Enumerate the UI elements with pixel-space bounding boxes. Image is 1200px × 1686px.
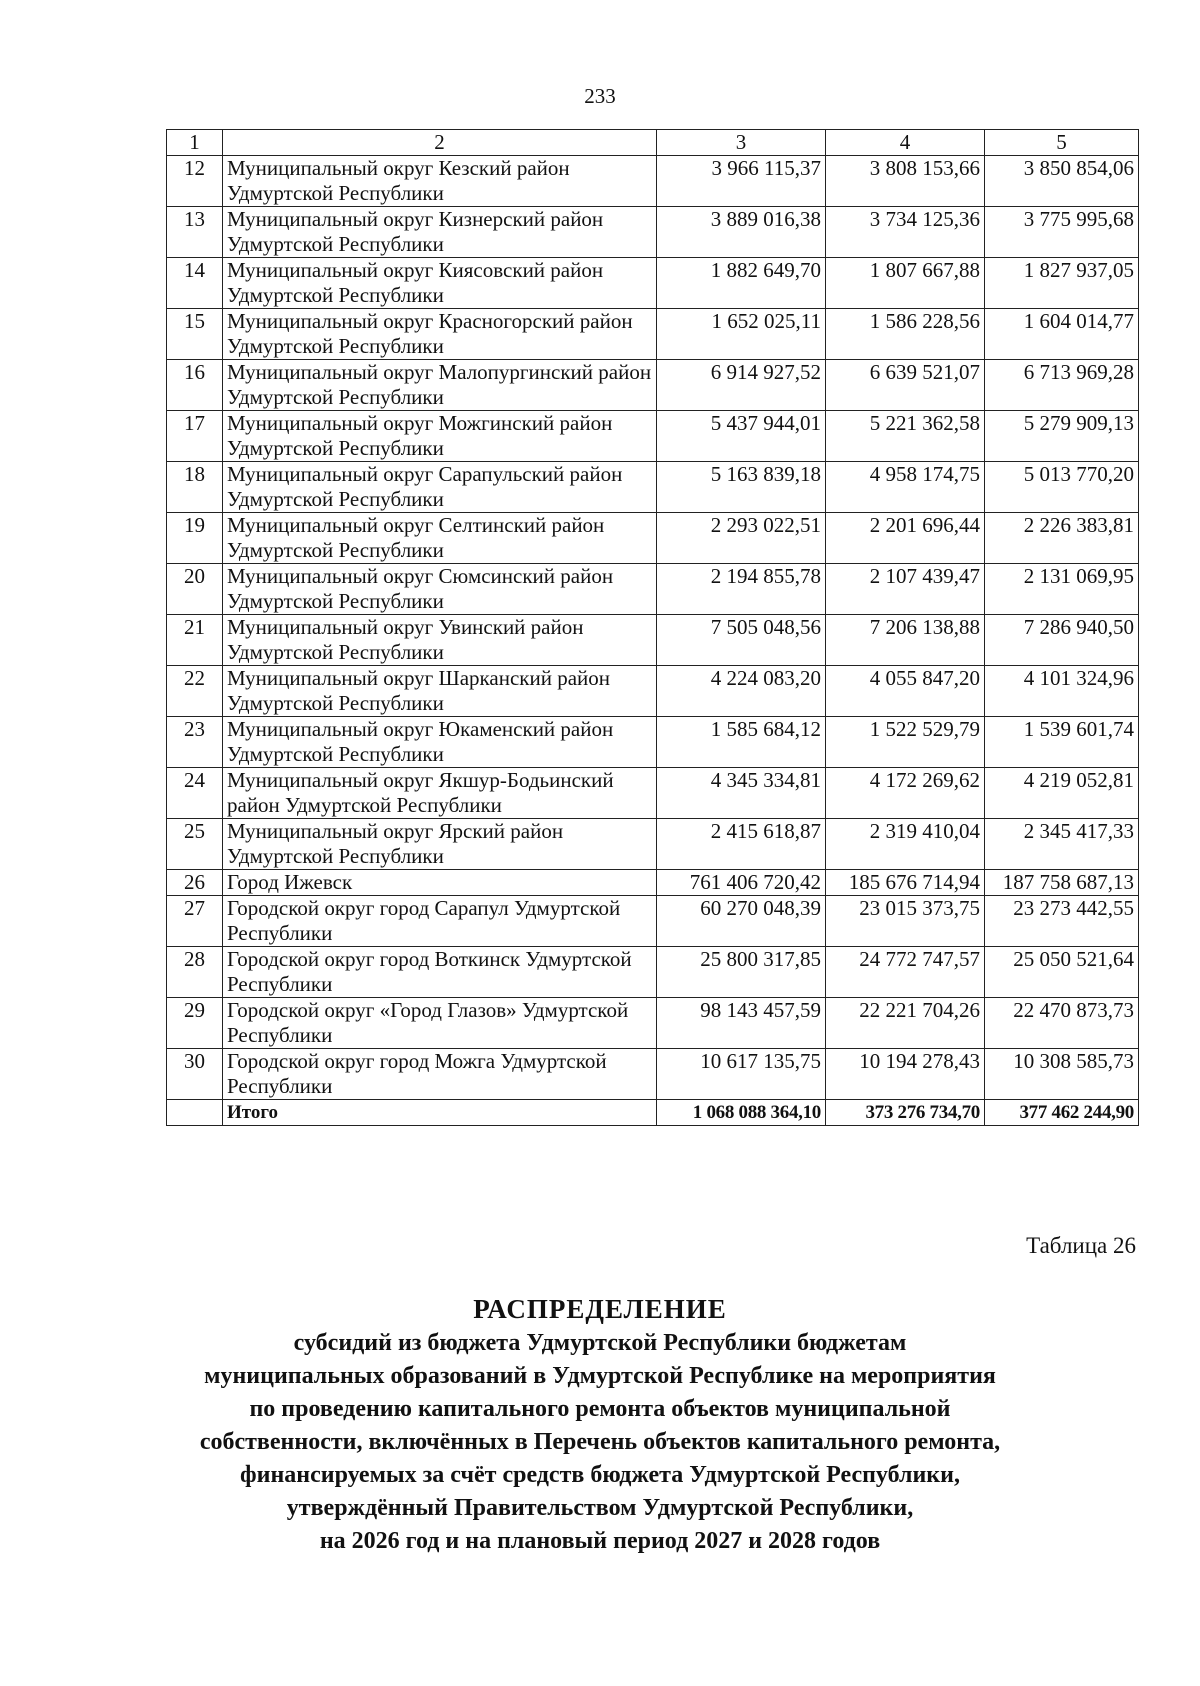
amount-2028: 2 345 417,33 [985, 819, 1139, 870]
row-number: 12 [167, 156, 223, 207]
amount-2028: 1 539 601,74 [985, 717, 1139, 768]
table-number: Таблица 26 [1026, 1233, 1136, 1258]
amount-2026: 4 345 334,81 [657, 768, 826, 819]
table-row [167, 870, 1139, 896]
amount-2026: 1 652 025,11 [657, 309, 826, 360]
row-number: 18 [167, 462, 223, 513]
municipality-name: Муниципальный округ Ярский район Удмуртской Республики [223, 819, 657, 870]
amount-2028: 5 279 909,13 [985, 411, 1139, 462]
municipality-name: Муниципальный округ Кезский район Удмуртской Республики [223, 156, 657, 207]
amount-2026: 2 194 855,78 [657, 564, 826, 615]
amount-2028: 2 226 383,81 [985, 513, 1139, 564]
table-row [167, 462, 1139, 513]
table-header-row [167, 130, 1139, 156]
column-header: 3 [657, 130, 826, 156]
amount-2028: 22 470 873,73 [985, 998, 1139, 1049]
row-number: 27 [167, 896, 223, 947]
total-2028: 377 462 244,90 [985, 1100, 1139, 1126]
row-number: 20 [167, 564, 223, 615]
heading-line: собственности, включённых в Перечень объектов капитального ремонта, [199, 1429, 1001, 1455]
subsidy-table [166, 129, 1139, 1126]
municipality-name: Муниципальный округ Увинский район Удмуртской Республики [223, 615, 657, 666]
municipality-name: Муниципальный округ Кизнерский район Удмуртской Республики [223, 207, 657, 258]
amount-2028: 23 273 442,55 [985, 896, 1139, 947]
amount-2027: 1 807 667,88 [826, 258, 985, 309]
row-number: 19 [167, 513, 223, 564]
table-row [167, 717, 1139, 768]
municipality-name: Городской округ «Город Глазов» Удмуртской Республики [223, 998, 657, 1049]
amount-2026: 1 585 684,12 [657, 717, 826, 768]
row-number: 22 [167, 666, 223, 717]
table-row [167, 360, 1139, 411]
table-row [167, 1049, 1139, 1100]
amount-2028: 3 850 854,06 [985, 156, 1139, 207]
row-number: 28 [167, 947, 223, 998]
amount-2026: 60 270 048,39 [657, 896, 826, 947]
column-header: 1 [167, 130, 223, 156]
amount-2027: 6 639 521,07 [826, 360, 985, 411]
amount-2026: 7 505 048,56 [657, 615, 826, 666]
amount-2027: 5 221 362,58 [826, 411, 985, 462]
row-number: 30 [167, 1049, 223, 1100]
municipality-name: Городской округ город Сарапул Удмуртской Республики [223, 896, 657, 947]
row-number: 17 [167, 411, 223, 462]
amount-2028: 187 758 687,13 [985, 870, 1139, 896]
column-header: 4 [826, 130, 985, 156]
total-2026: 1 068 088 364,10 [657, 1100, 826, 1126]
amount-2027: 3 734 125,36 [826, 207, 985, 258]
total-row [167, 1100, 1139, 1126]
amount-2026: 4 224 083,20 [657, 666, 826, 717]
document-heading [0, 1291, 1200, 1558]
table-row [167, 207, 1139, 258]
heading-line: на 2026 год и на плановый период 2027 и 2028 годов [319, 1528, 881, 1554]
amount-2026: 3 889 016,38 [657, 207, 826, 258]
column-header: 2 [223, 130, 657, 156]
amount-2027: 1 586 228,56 [826, 309, 985, 360]
table-row [167, 666, 1139, 717]
amount-2027: 10 194 278,43 [826, 1049, 985, 1100]
table-row [167, 615, 1139, 666]
table-row [167, 947, 1139, 998]
amount-2027: 24 772 747,57 [826, 947, 985, 998]
amount-2026: 761 406 720,42 [657, 870, 826, 896]
amount-2028: 5 013 770,20 [985, 462, 1139, 513]
row-number: 26 [167, 870, 223, 896]
amount-2027: 4 172 269,62 [826, 768, 985, 819]
heading-line: утверждённый Правительством Удмуртской Республики, [286, 1495, 914, 1521]
amount-2026: 25 800 317,85 [657, 947, 826, 998]
municipality-name: Муниципальный округ Якшур-Бодьинский район Удмуртской Республики [223, 768, 657, 819]
amount-2028: 6 713 969,28 [985, 360, 1139, 411]
amount-2027: 3 808 153,66 [826, 156, 985, 207]
row-number: 14 [167, 258, 223, 309]
table-row [167, 768, 1139, 819]
table-row [167, 309, 1139, 360]
heading-line: субсидий из бюджета Удмуртской Республики бюджетам [293, 1330, 907, 1356]
amount-2027: 23 015 373,75 [826, 896, 985, 947]
amount-2027: 2 201 696,44 [826, 513, 985, 564]
municipality-name: Городской округ город Воткинск Удмуртской Республики [223, 947, 657, 998]
row-number: 21 [167, 615, 223, 666]
column-header: 5 [985, 130, 1139, 156]
row-number: 24 [167, 768, 223, 819]
amount-2027: 4 958 174,75 [826, 462, 985, 513]
page-number: 233 [584, 84, 616, 108]
table-row [167, 819, 1139, 870]
amount-2027: 4 055 847,20 [826, 666, 985, 717]
table-row [167, 411, 1139, 462]
municipality-name: Муниципальный округ Можгинский район Удмуртской Республики [223, 411, 657, 462]
amount-2026: 6 914 927,52 [657, 360, 826, 411]
municipality-name: Город Ижевск [223, 870, 657, 896]
municipality-name: Муниципальный округ Малопургинский район Удмуртской Республики [223, 360, 657, 411]
heading-line: финансируемых за счёт средств бюджета Удмуртской Республики, [240, 1462, 960, 1488]
table-row [167, 156, 1139, 207]
amount-2028: 2 131 069,95 [985, 564, 1139, 615]
amount-2026: 5 437 944,01 [657, 411, 826, 462]
amount-2026: 2 293 022,51 [657, 513, 826, 564]
total-2027: 373 276 734,70 [826, 1100, 985, 1126]
row-number: 13 [167, 207, 223, 258]
amount-2026: 2 415 618,87 [657, 819, 826, 870]
amount-2028: 4 101 324,96 [985, 666, 1139, 717]
municipality-name: Муниципальный округ Юкаменский район Удмуртской Республики [223, 717, 657, 768]
row-number: 15 [167, 309, 223, 360]
amount-2028: 7 286 940,50 [985, 615, 1139, 666]
amount-2027: 185 676 714,94 [826, 870, 985, 896]
total-label: Итого [223, 1100, 657, 1126]
amount-2027: 2 319 410,04 [826, 819, 985, 870]
table-row [167, 513, 1139, 564]
table-row [167, 564, 1139, 615]
municipality-name: Муниципальный округ Красногорский район Удмуртской Республики [223, 309, 657, 360]
heading-line: по проведению капитального ремонта объектов муниципальной [249, 1396, 951, 1422]
amount-2027: 2 107 439,47 [826, 564, 985, 615]
amount-2026: 10 617 135,75 [657, 1049, 826, 1100]
amount-2028: 10 308 585,73 [985, 1049, 1139, 1100]
amount-2026: 1 882 649,70 [657, 258, 826, 309]
table-row [167, 258, 1139, 309]
municipality-name: Муниципальный округ Сарапульский район Удмуртской Республики [223, 462, 657, 513]
amount-2028: 1 827 937,05 [985, 258, 1139, 309]
row-number: 29 [167, 998, 223, 1049]
municipality-name: Муниципальный округ Киясовский район Удмуртской Республики [223, 258, 657, 309]
municipality-name: Городской округ город Можга Удмуртской Республики [223, 1049, 657, 1100]
row-number: 25 [167, 819, 223, 870]
amount-2026: 98 143 457,59 [657, 998, 826, 1049]
amount-2026: 3 966 115,37 [657, 156, 826, 207]
table-row [167, 998, 1139, 1049]
heading-title: РАСПРЕДЕЛЕНИЕ [473, 1294, 727, 1324]
municipality-name: Муниципальный округ Сюмсинский район Удмуртской Республики [223, 564, 657, 615]
amount-2028: 4 219 052,81 [985, 768, 1139, 819]
heading-line: муниципальных образований в Удмуртской Республике на мероприятия [204, 1363, 996, 1389]
heading-subtitle [0, 1327, 1200, 1558]
amount-2027: 22 221 704,26 [826, 998, 985, 1049]
amount-2028: 25 050 521,64 [985, 947, 1139, 998]
total-empty [167, 1100, 223, 1126]
municipality-name: Муниципальный округ Селтинский район Удмуртской Республики [223, 513, 657, 564]
row-number: 16 [167, 360, 223, 411]
amount-2028: 1 604 014,77 [985, 309, 1139, 360]
table-row [167, 896, 1139, 947]
amount-2027: 1 522 529,79 [826, 717, 985, 768]
amount-2028: 3 775 995,68 [985, 207, 1139, 258]
municipality-name: Муниципальный округ Шарканский район Удмуртской Республики [223, 666, 657, 717]
amount-2027: 7 206 138,88 [826, 615, 985, 666]
amount-2026: 5 163 839,18 [657, 462, 826, 513]
row-number: 23 [167, 717, 223, 768]
